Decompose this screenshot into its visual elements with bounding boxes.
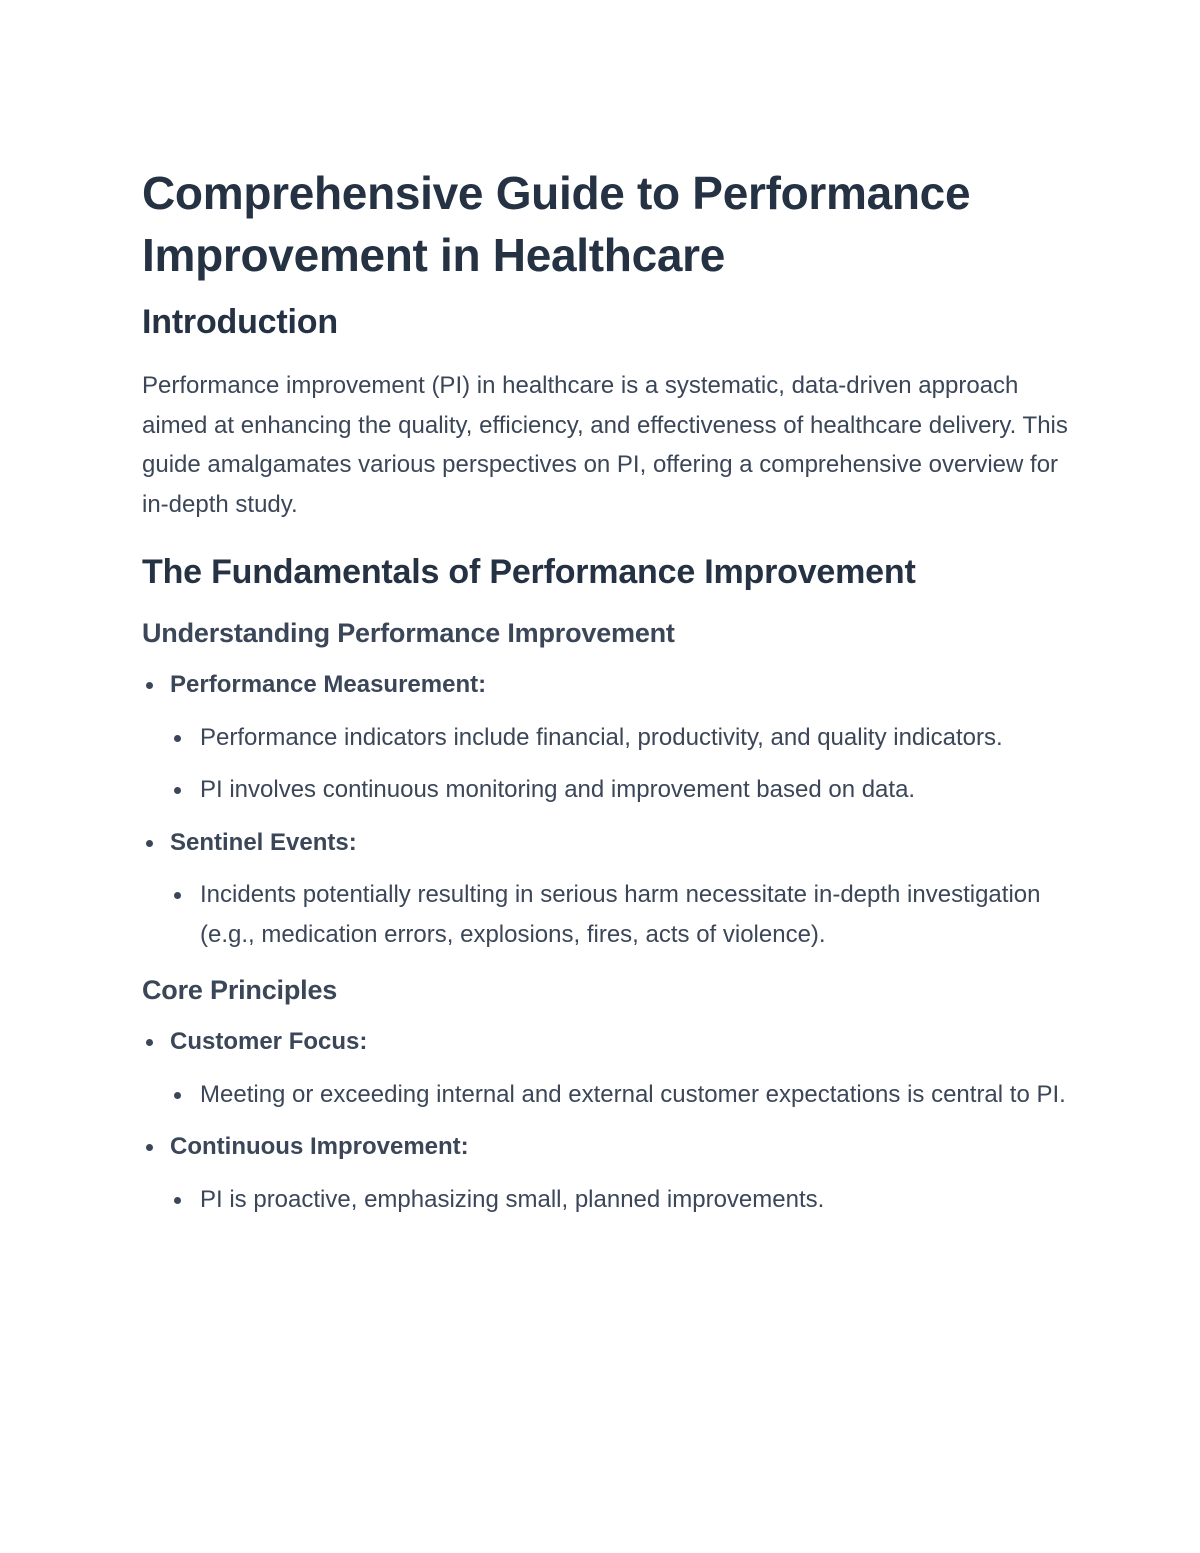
intro-paragraph: Performance improvement (PI) in healthcare is a systematic, data-driven approach aimed at enhancing the quality, efficiency, and effectiveness of healthcare delivery. This guide amalgamates various perspectives on PI, offering a comprehensive overview for in-depth study. [142, 372, 1068, 518]
list-item [142, 823, 1072, 955]
list-item-label: Performance Measurement: [170, 671, 487, 698]
list-item [142, 1022, 1072, 1114]
subsection-heading-understanding: Understanding Performance Improvement [142, 618, 675, 648]
section-heading-fundamentals: The Fundamentals of Performance Improvement [142, 553, 916, 591]
sub-list-item: Performance indicators include financial, productivity, and quality indicators. [170, 718, 1072, 758]
sub-list-item: Incidents potentially resulting in serious harm necessitate in-depth investigation (e.g., medication errors, explosions, fires, acts of violence). [170, 875, 1072, 954]
sub-list [170, 718, 1072, 810]
document-title: Comprehensive Guide to Performance Improvement in Healthcare [142, 167, 971, 281]
sub-list-item: PI involves continuous monitoring and improvement based on data. [170, 770, 1072, 810]
list-item-label: Sentinel Events: [170, 828, 357, 856]
list-item-label: Customer Focus: [170, 1028, 368, 1055]
sub-list [170, 1075, 1072, 1115]
sub-list-item: PI is proactive, emphasizing small, planned improvements. [170, 1180, 1072, 1220]
core-principles-list [142, 1022, 1072, 1219]
sub-list-item: Meeting or exceeding internal and external customer expectations is central to PI. [170, 1075, 1072, 1115]
sub-list [170, 1180, 1072, 1220]
document-page [142, 162, 1072, 1219]
list-item [142, 1127, 1072, 1219]
subsection-heading-core-principles: Core Principles [142, 975, 338, 1005]
sub-list [170, 875, 1072, 954]
section-heading-introduction: Introduction [142, 303, 338, 341]
list-item [142, 665, 1072, 810]
understanding-list [142, 665, 1072, 954]
list-item-label: Continuous Improvement: [170, 1133, 469, 1160]
